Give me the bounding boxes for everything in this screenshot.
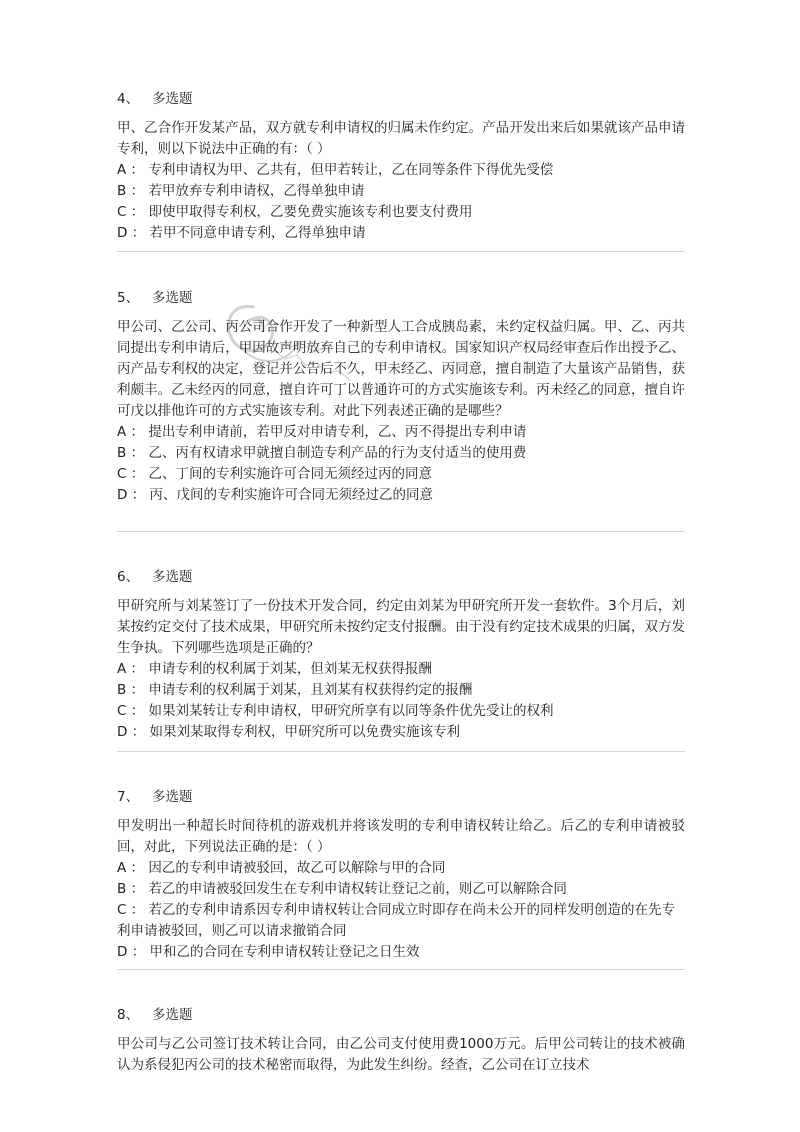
option-key: B: [117, 183, 127, 199]
option-text: 丙、戊间的专利实施许可合同无须经过乙的同意: [149, 487, 433, 503]
question-text: 甲研究所与刘某签订了一份技术开发合同，约定由刘某为甲研究所开发一套软件。3个月后，刘某按约定交付了技术成果，甲研究所未按约定支付报酬。由于没有约定技术成果的归属，双方发生争执。下列哪些选项是正确的？: [117, 598, 685, 656]
option-separator: ：: [131, 487, 146, 503]
option-key: A: [117, 424, 127, 440]
option-text: 若乙的申请被驳回发生在专利申请权转让登记之前，则乙可以解除合同: [148, 881, 567, 897]
divider: [117, 531, 685, 532]
option-d: [117, 942, 685, 963]
option-key: C: [117, 204, 127, 220]
option-key: A: [117, 661, 127, 677]
question-heading: [117, 567, 685, 587]
question-type: 多选题: [151, 789, 193, 805]
question-number: 8: [117, 1007, 126, 1023]
question-number: 5: [117, 290, 126, 306]
option-d: [117, 722, 685, 743]
option-c: [117, 202, 685, 223]
option-text: 即使甲取得专利权，乙要免费实施该专利也要支付费用: [148, 204, 473, 220]
question-text: 甲发明出一种超长时间待机的游戏机并将该发明的专利申请权转让给乙。后乙的专利申请被驳回，对此，下列说法正确的是：（ ）: [117, 818, 685, 855]
option-c: [117, 701, 685, 722]
option-separator: ：: [130, 682, 145, 698]
option-c: [117, 464, 685, 485]
option-key: A: [117, 860, 127, 876]
option-b: [117, 680, 685, 701]
option-separator: ：: [130, 466, 145, 482]
option-separator: ：: [131, 225, 146, 241]
option-d: [117, 223, 685, 244]
option-c: [117, 900, 685, 942]
option-separator: ：: [130, 661, 145, 677]
option-text: 提出专利申请前，若甲反对申请专利，乙、丙不得提出专利申请: [148, 424, 527, 440]
option-text: 甲和乙的合同在专利申请权转让登记之日生效: [149, 944, 420, 960]
question-separator: 、: [125, 789, 140, 805]
question-number: 7: [117, 789, 126, 805]
option-separator: ：: [130, 703, 145, 719]
question-8: [117, 1005, 685, 1076]
option-text: 申请专利的权利属于刘某，且刘某有权获得约定的报酬: [148, 682, 473, 698]
question-type: 多选题: [151, 1007, 193, 1023]
option-text: 申请专利的权利属于刘某，但刘某无权获得报酬: [148, 661, 432, 677]
option-text: 若乙的专利申请系因专利申请权转让合同成立时即存在尚未公开的同样发明创造的在先专利申请被驳回，则乙可以请求撤销合同: [117, 902, 676, 939]
option-separator: ：: [130, 445, 145, 461]
option-text: 若甲放弃专利申请权，乙得单独申请: [148, 183, 365, 199]
question-type: 多选题: [151, 569, 193, 585]
option-key: B: [117, 445, 127, 461]
question-type: 多选题: [151, 290, 193, 306]
option-text: 乙、丁间的专利实施许可合同无须经过丙的同意: [148, 466, 433, 482]
question-6: [117, 567, 685, 743]
option-separator: ：: [131, 944, 146, 960]
question-separator: 、: [125, 569, 140, 585]
option-b: [117, 181, 685, 202]
option-a: [117, 659, 685, 680]
option-key: B: [117, 881, 127, 897]
option-a: [117, 422, 685, 443]
option-key: C: [117, 703, 127, 719]
option-text: 如果刘某转让专利申请权，甲研究所享有以同等条件优先受让的权利: [148, 703, 554, 719]
option-key: D: [117, 944, 128, 960]
option-separator: ：: [130, 183, 145, 199]
option-separator: ：: [130, 424, 145, 440]
question-separator: 、: [125, 91, 140, 107]
option-separator: ：: [130, 204, 145, 220]
option-text: 专利申请权为甲、乙共有，但甲若转让，乙在同等条件下得优先受偿: [148, 162, 554, 178]
option-a: [117, 160, 685, 181]
option-separator: ：: [130, 162, 145, 178]
option-key: D: [117, 225, 128, 241]
question-heading: [117, 1005, 685, 1025]
option-separator: ：: [130, 860, 145, 876]
option-text: 若甲不同意申请专利，乙得单独申请: [149, 225, 366, 241]
question-text: 甲、乙合作开发某产品，双方就专利申请权的归属未作约定。产品开发出来后如果就该产品申请专利，则以下说法中正确的有：（ ）: [117, 120, 685, 157]
question-heading: [117, 89, 685, 109]
option-key: A: [117, 162, 127, 178]
option-text: 如果刘某取得专利权，甲研究所可以免费实施该专利: [149, 724, 460, 740]
question-5: [117, 288, 685, 506]
option-text: 乙、丙有权请求甲就擅自制造专利产品的行为支付适当的使用费: [148, 445, 527, 461]
divider: [117, 751, 685, 752]
question-separator: 、: [125, 290, 140, 306]
question-number: 6: [117, 569, 126, 585]
option-key: C: [117, 466, 127, 482]
option-b: [117, 443, 685, 464]
option-separator: ：: [131, 724, 146, 740]
option-key: B: [117, 682, 127, 698]
question-number: 4: [117, 91, 126, 107]
question-4: [117, 89, 685, 244]
option-separator: ：: [130, 881, 145, 897]
question-separator: 、: [125, 1007, 140, 1023]
divider: [117, 251, 685, 252]
option-d: [117, 485, 685, 506]
question-text: 甲公司与乙公司签订技术转让合同，由乙公司支付使用费1000万元。后甲公司转让的技术被确认为系侵犯丙公司的技术秘密而取得，为此发生纠纷。经查，乙公司在订立技术: [117, 1036, 685, 1073]
option-key: D: [117, 487, 128, 503]
option-separator: ：: [130, 902, 145, 918]
option-text: 因乙的专利申请被驳回，故乙可以解除与甲的合同: [148, 860, 446, 876]
option-key: D: [117, 724, 128, 740]
question-heading: [117, 288, 685, 308]
question-7: [117, 787, 685, 963]
divider: [117, 969, 685, 970]
option-key: C: [117, 902, 127, 918]
question-heading: [117, 787, 685, 807]
option-b: [117, 879, 685, 900]
question-text: 甲公司、乙公司、丙公司合作开发了一种新型人工合成胰岛素，未约定权益归属。甲、乙、丙共同提出专利申请后，甲因故声明放弃自己的专利申请权。国家知识产权局经审查后作出授予乙、丙产品专利权的决定，登记并公告后不久，甲未经乙、丙同意，擅自制造了大量该产品销售，获利颇丰。乙未经丙的同意，擅自许可丁以普通许可的方式实施该专利。丙未经乙的同意，擅自许可戊以排他许可的方式实施该专利。对此下列表述正确的是哪些？: [117, 319, 685, 419]
option-a: [117, 858, 685, 879]
question-type: 多选题: [151, 91, 193, 107]
